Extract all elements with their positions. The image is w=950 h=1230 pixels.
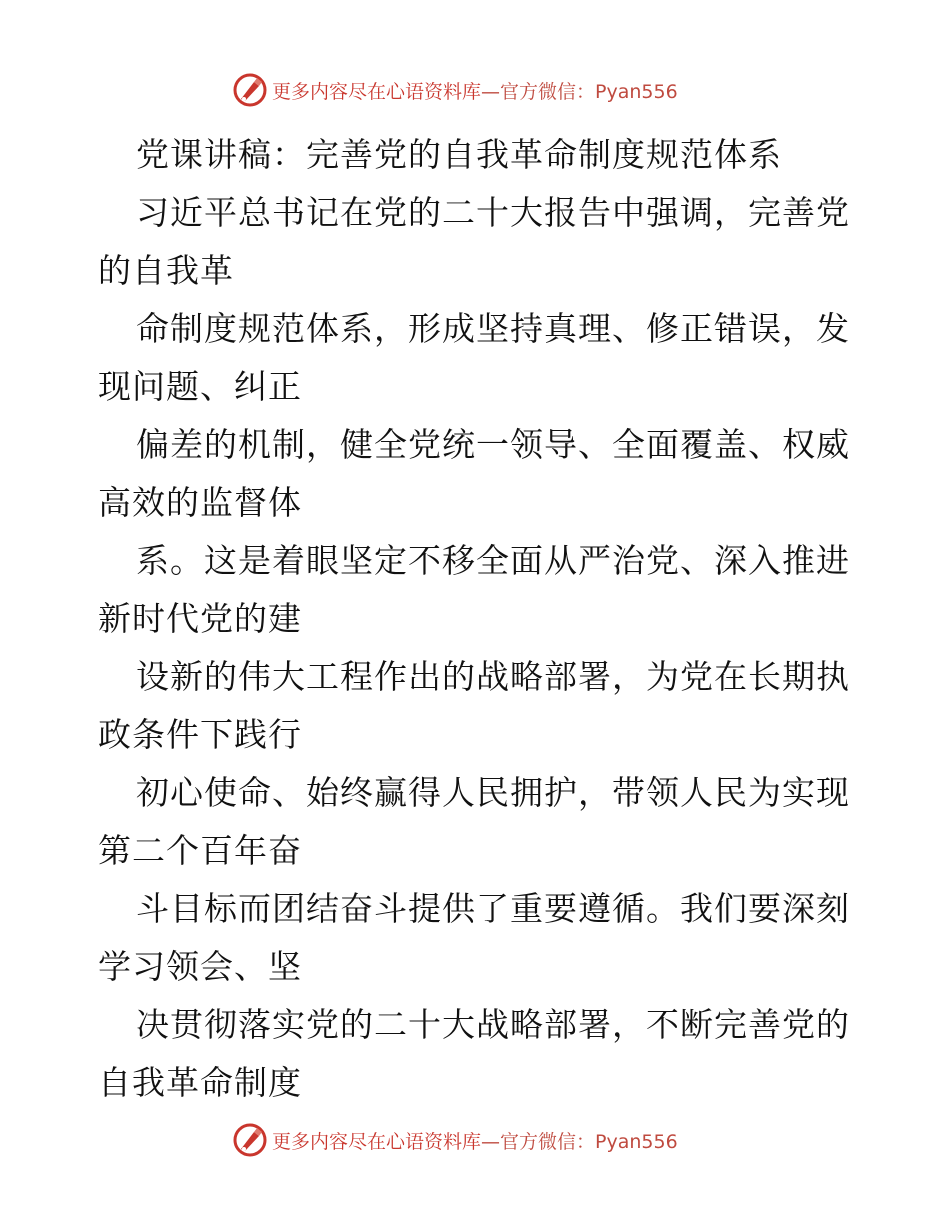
text-line: 学习领会、坚 — [98, 947, 302, 986]
header-banner — [232, 72, 678, 108]
banner-sub-text: —官方微信：Pyan556 — [481, 80, 678, 103]
text-line: 偏差的机制，健全党统一领导、全面覆盖、权威 — [136, 425, 850, 464]
pen-logo-icon — [232, 72, 268, 108]
text-line: 高效的监督体 — [98, 483, 302, 522]
text-line: 自我革命制度 — [98, 1063, 302, 1102]
document-title: 党课讲稿：完善党的自我革命制度规范体系 — [136, 135, 782, 174]
text-line: 初心使命、始终赢得人民拥护，带领人民为实现 — [136, 773, 850, 812]
text-line: 的自我革 — [98, 251, 234, 290]
text-line: 第二个百年奋 — [98, 831, 302, 870]
text-line: 政条件下践行 — [98, 715, 302, 754]
banner-sub-text: —官方微信：Pyan556 — [481, 1130, 678, 1153]
banner-main-text: 更多内容尽在心语资料库 — [272, 80, 482, 103]
text-line: 系。这是着眼坚定不移全面从严治党、深入推进 — [136, 541, 850, 580]
text-line: 命制度规范体系，形成坚持真理、修正错误，发 — [136, 309, 850, 348]
text-line: 设新的伟大工程作出的战略部署，为党在长期执 — [136, 657, 850, 696]
text-line: 新时代党的建 — [98, 599, 302, 638]
text-line: 决贯彻落实党的二十大战略部署，不断完善党的 — [136, 1005, 850, 1044]
document-body — [98, 126, 858, 1112]
banner-main-text: 更多内容尽在心语资料库 — [272, 1130, 482, 1153]
footer-banner — [232, 1122, 678, 1158]
text-line: 习近平总书记在党的二十大报告中强调，完善党 — [136, 193, 850, 232]
text-line: 斗目标而团结奋斗提供了重要遵循。我们要深刻 — [136, 889, 850, 928]
text-line: 现问题、纠正 — [98, 367, 302, 406]
pen-logo-icon — [232, 1122, 268, 1158]
